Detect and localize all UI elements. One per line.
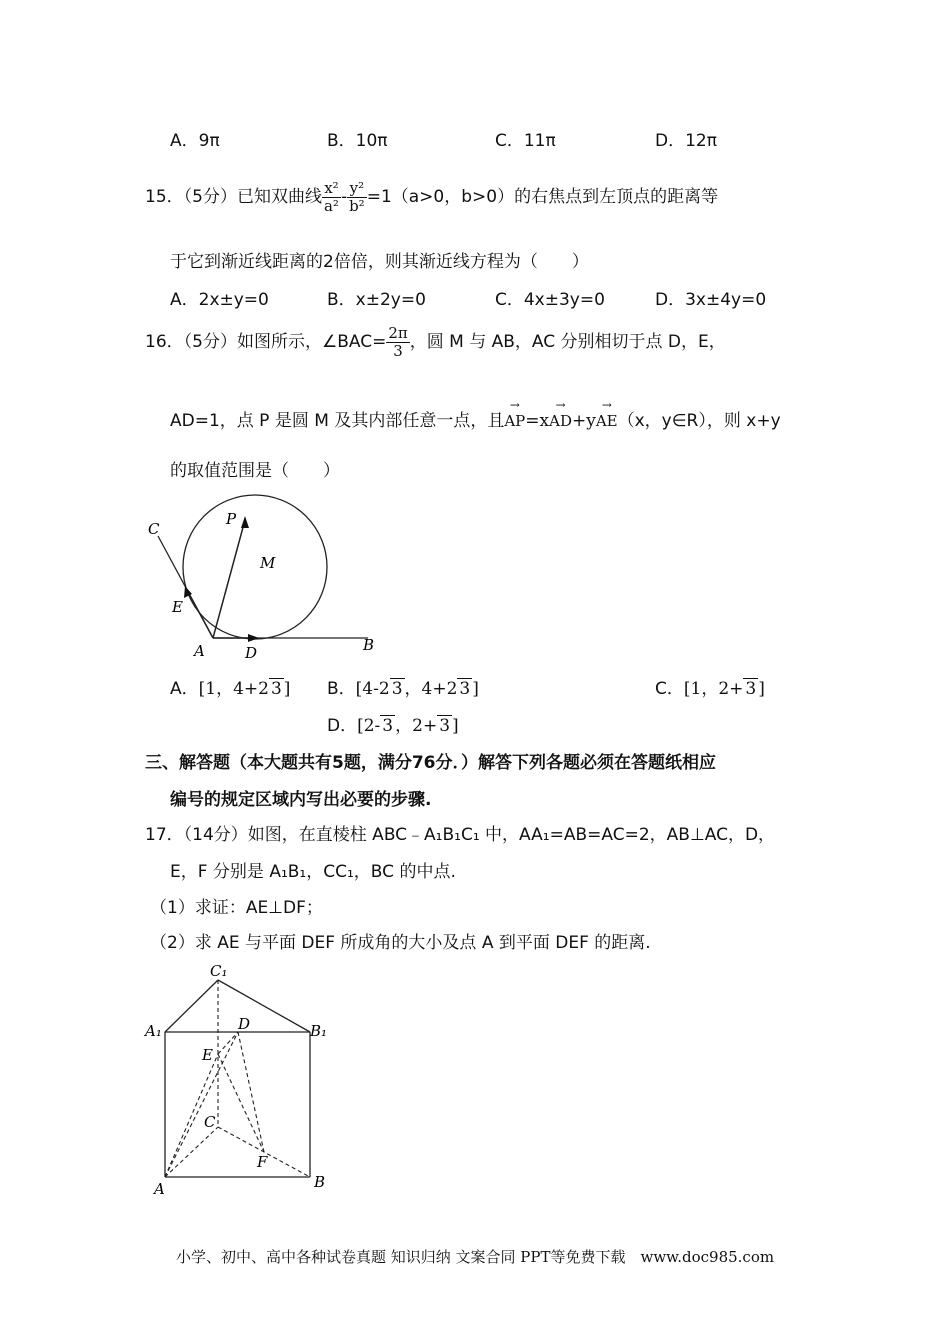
arrowhead-d: [248, 634, 259, 642]
label-d: D: [245, 644, 258, 662]
label-c: C: [204, 1113, 216, 1131]
q15-frac-x: $\frac{\text{x²}}{\text{a²}}$: [323, 179, 339, 215]
edge-a1c1: [165, 980, 218, 1032]
q14-option-a: A．9π: [170, 131, 220, 151]
q17-part1: （1）求证：AE⊥DF；: [150, 898, 323, 918]
q16-post: ，圆 M 与 AB，AC 分别相切于点 D，E，: [409, 332, 726, 352]
segment-df: [238, 1032, 264, 1152]
q17-text: 如图，在直棱柱 ABC﹣A₁B₁C₁ 中，AA₁=AB=AC=2，AB⊥AC，D，: [247, 825, 776, 845]
q14-option-d: D．12π: [655, 131, 717, 151]
label-c: C: [148, 520, 160, 538]
q15-pre: 已知双曲线: [236, 187, 322, 207]
q16-figure: [140, 488, 390, 663]
section3-heading-line1: 三、解答题（本大题共有5题，满分76分．）解答下列各题必须在答题纸相应: [145, 753, 716, 773]
label-f: F: [257, 1153, 268, 1171]
q16-number: 16．: [145, 332, 184, 352]
label-b: B: [314, 1173, 326, 1191]
label-p: P: [226, 510, 237, 528]
q16-pre: 如图所示，∠BAC=: [236, 332, 387, 352]
q15-option-c: C．4x±3y=0: [495, 290, 605, 310]
label-b: B: [363, 636, 375, 654]
q17-number: 17．: [145, 825, 184, 845]
q15-line1: 15．（5分）已知双曲线 $\frac{\text{x²}}{\text{a²}}$ - $\frac{\text{y²}}{\text{b²}}$ =1（a>0，b>0）的右焦点到左顶点的距离等: [145, 179, 719, 215]
edge-ac: [165, 1127, 218, 1177]
label-b1: B₁: [310, 1022, 328, 1040]
segment-ef: [218, 1054, 264, 1152]
q17-score: （14分）: [183, 825, 248, 845]
arrowhead-p: [241, 516, 249, 528]
vector-ad: → AD: [549, 412, 572, 430]
label-d: D: [238, 1015, 251, 1033]
q17-line1: [145, 820, 775, 845]
q16-option-d: D．[2- 3 ，2+ 3 ]: [327, 716, 459, 736]
label-a: A: [194, 642, 205, 660]
q15-number: 15．: [145, 187, 184, 207]
label-a: A: [154, 1180, 165, 1197]
vector-ae: → AE: [596, 412, 618, 430]
vector-ae-arrow: [187, 590, 213, 638]
q16-line1: [145, 316, 726, 368]
q17-figure: [140, 962, 340, 1197]
q16-option-c: C．[1，2+ 3 ]: [655, 679, 765, 699]
label-e: E: [202, 1046, 213, 1064]
q15-option-b: B．x±2y=0: [327, 290, 426, 310]
q16-option-b: B．[4-2 3 ，4+2 3 ]: [327, 679, 479, 699]
q15-option-a: A．2x±y=0: [170, 290, 269, 310]
q14-option-c: C．11π: [495, 131, 556, 151]
q16-line2: AD=1，点 P 是圆 M 及其内部任意一点，且→ AP=x→ AD+y→ AE（x，y∈R），则 x+y: [170, 406, 781, 431]
page-footer: 小学、初中、高中各种试卷真题 知识归纳 文案合同 PPT等免费下载 www.doc985.com: [176, 1248, 775, 1266]
q16-score: （5分）: [183, 332, 237, 352]
q16-line3: 的取值范围是（ ）: [170, 461, 340, 481]
q15-score: （5分）: [183, 187, 237, 207]
vector-ap-arrow: [213, 520, 245, 638]
q17-part2: （2）求 AE 与平面 DEF 所成角的大小及点 A 到平面 DEF 的距离.: [150, 933, 651, 953]
label-a1: A₁: [145, 1022, 162, 1040]
circle-m: [183, 495, 327, 639]
q17-line2: E，F 分别是 A₁B₁，CC₁，BC 的中点.: [170, 862, 456, 882]
edge-c1b1: [218, 980, 310, 1032]
q16-frac-angle: $\frac{2\pi}{3}$: [388, 324, 408, 360]
q15-frac-y: $\frac{\text{y²}}{\text{b²}}$: [349, 179, 365, 215]
q14-option-b: B．10π: [327, 131, 388, 151]
label-m: M: [260, 554, 276, 572]
vector-ap: → AP: [504, 412, 525, 430]
section3-heading-line2: 编号的规定区域内写出必要的步骤.: [170, 790, 432, 810]
label-c1: C₁: [210, 962, 228, 980]
q15-option-d: D．3x±4y=0: [655, 290, 767, 310]
q15-post: =1（a>0，b>0）的右焦点到左顶点的距离等: [366, 187, 719, 207]
label-e: E: [172, 598, 183, 616]
q16-option-a: A．[1，4+2 3 ]: [170, 679, 291, 699]
q15-line2: 于它到渐近线距离的2倍倍，则其渐近线方程为（ ）: [170, 252, 589, 272]
